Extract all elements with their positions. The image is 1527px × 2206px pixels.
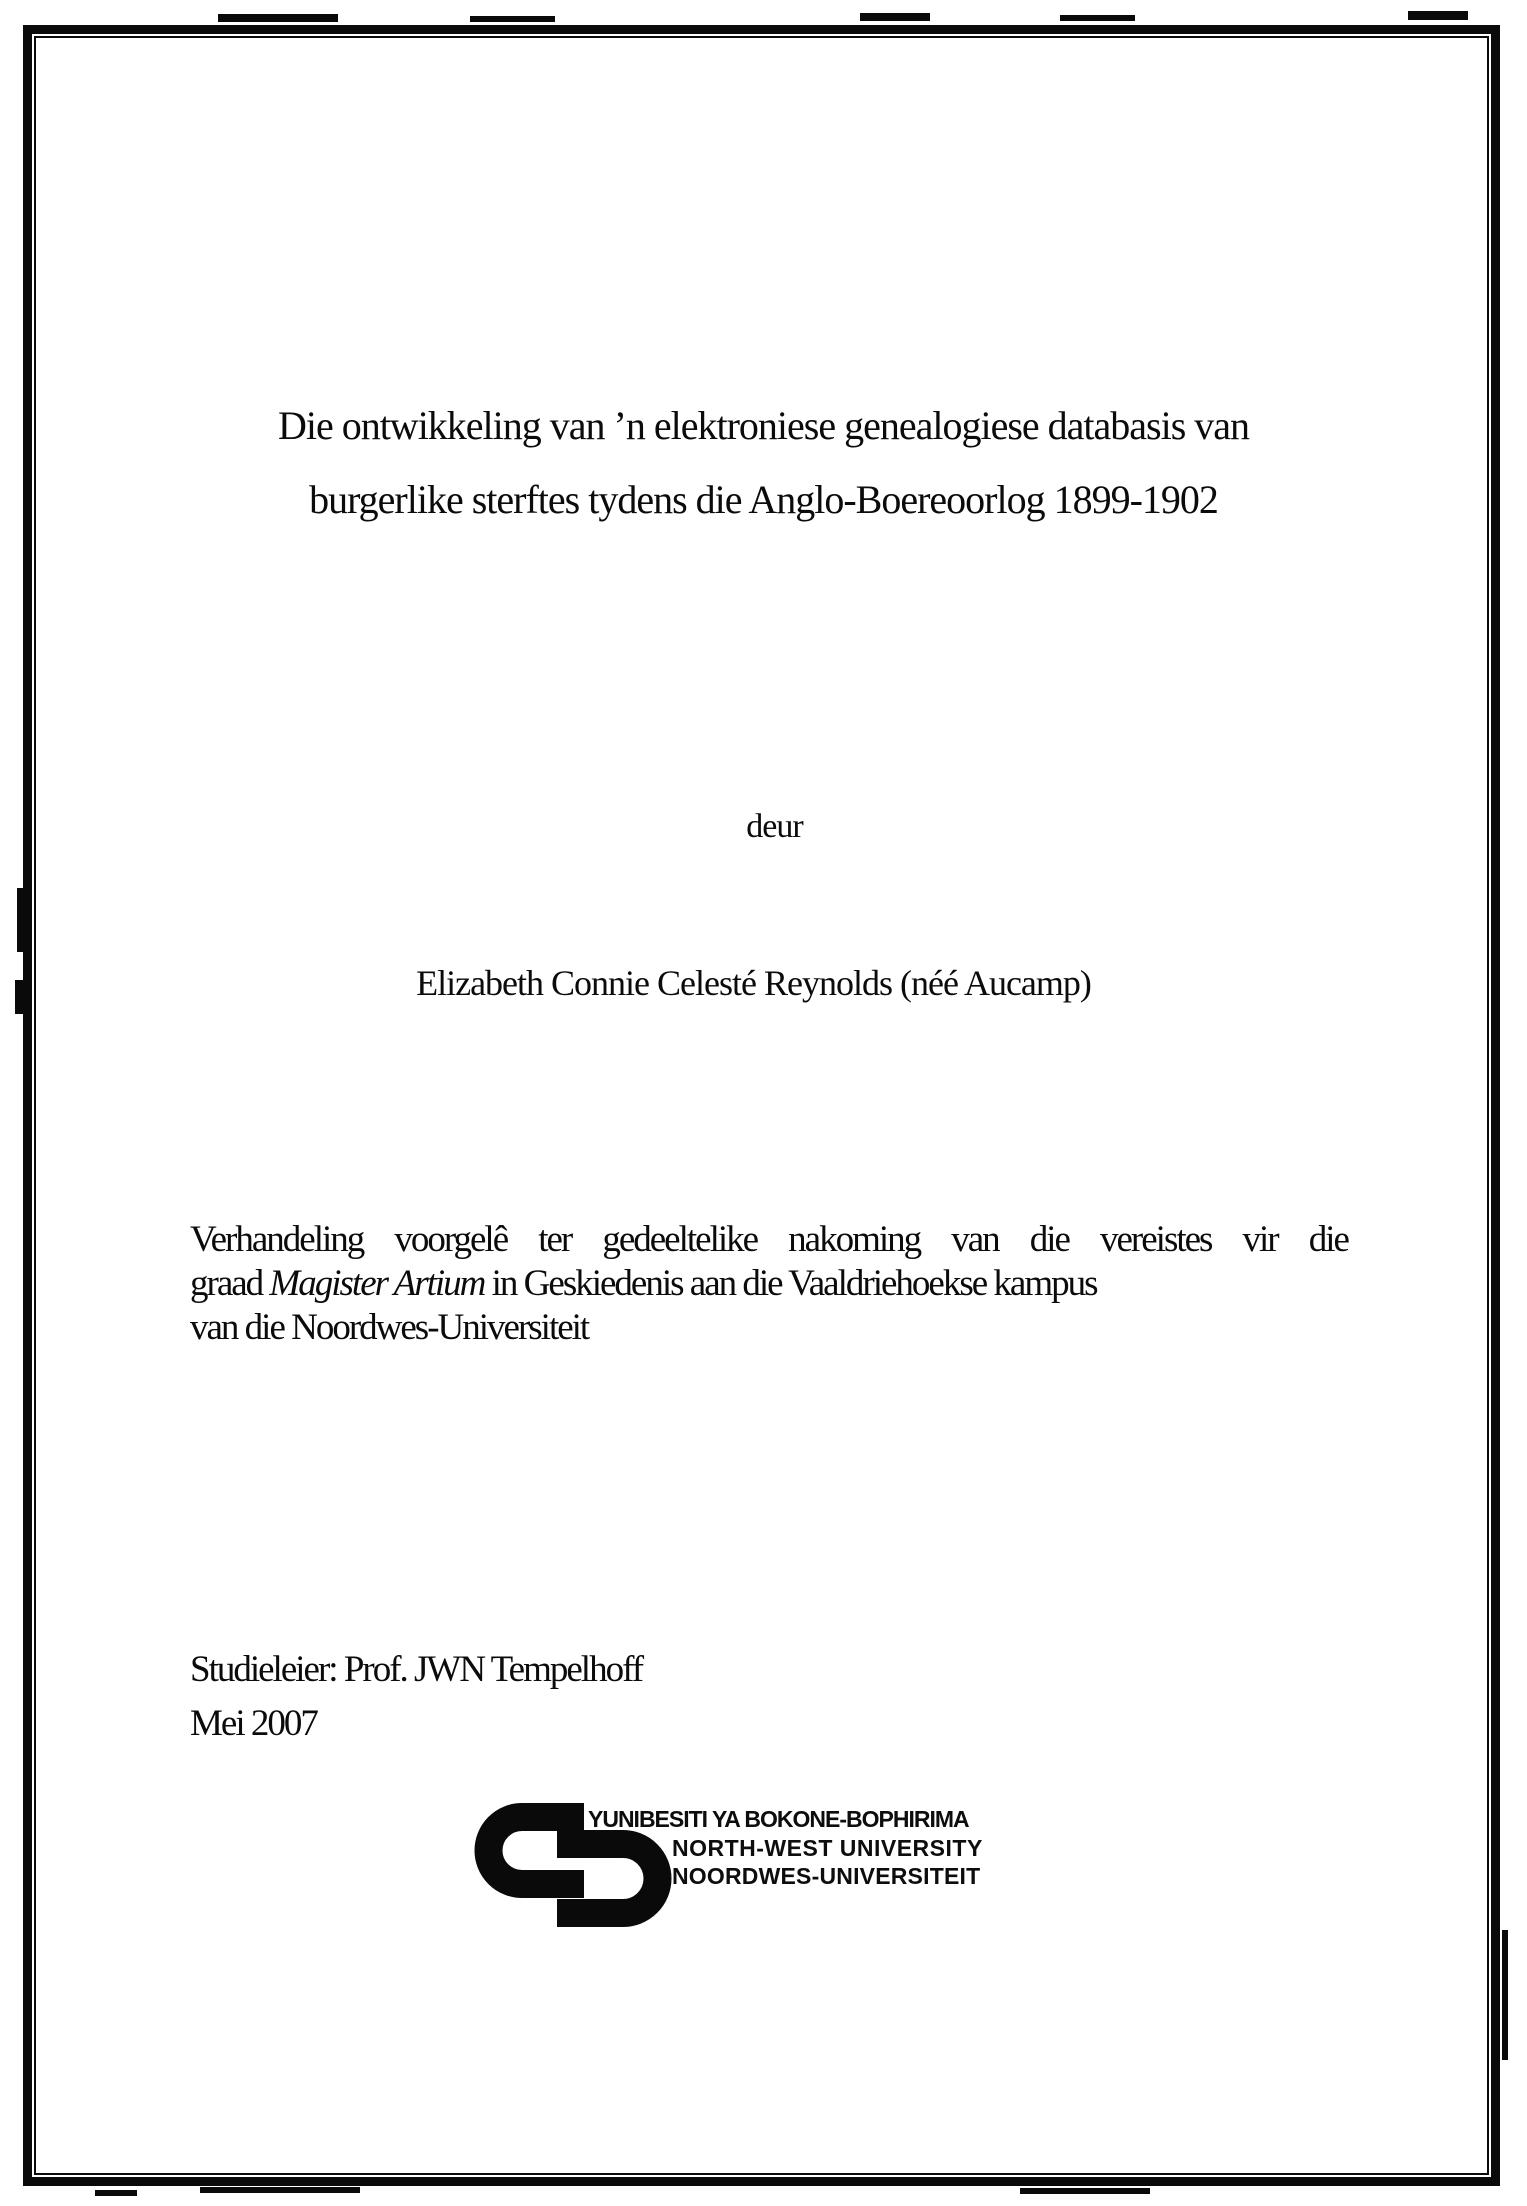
scan-artifact <box>860 13 930 21</box>
scan-artifact <box>1020 2188 1150 2194</box>
scan-artifact <box>218 14 338 22</box>
scan-artifact <box>470 16 555 22</box>
degree-name-italic: Magister Artium <box>269 1263 485 1304</box>
degree-statement-line1: Verhandeling voorgelê ter gedeeltelike nakoming van die vereistes vir die <box>190 1219 1348 1260</box>
degree-statement-line2-suffix: in Geskiedenis aan die Vaaldriehoekse kampus <box>484 1263 1097 1304</box>
logo-text-setswana: YUNIBESITI YA BOKONE-BOPHIRIMA <box>588 1806 969 1832</box>
author-name: Elizabeth Connie Celesté Reynolds (néé Aucamp) <box>416 963 1091 1003</box>
thesis-title-line1: Die ontwikkeling van ’n elektroniese genealogiese databasis van <box>277 403 1250 448</box>
scan-artifact <box>17 888 27 952</box>
logo-text-afrikaans: NOORDWES-UNIVERSITEIT <box>672 1863 981 1889</box>
byline-deur: deur <box>746 808 803 845</box>
scan-artifact <box>15 980 23 1014</box>
degree-statement-line3: van die Noordwes-Universiteit <box>190 1307 589 1348</box>
scan-artifact <box>200 2187 360 2193</box>
supervisor-line: Studieleier: Prof. JWN Tempelhoff <box>190 1649 643 1690</box>
date-line: Mei 2007 <box>190 1703 317 1744</box>
logo-text-english: NORTH-WEST UNIVERSITY <box>672 1835 983 1861</box>
scan-artifact <box>95 2190 137 2196</box>
degree-statement-line2 <box>190 1262 1348 1306</box>
scan-artifact <box>1060 15 1135 21</box>
thesis-title-line2: burgerlike sterftes tydens die Anglo-Boereoorlog 1899-1902 <box>309 477 1218 522</box>
degree-statement <box>190 1218 1348 1350</box>
scan-artifact <box>1408 11 1468 20</box>
scan-artifact <box>1502 1930 1508 2060</box>
degree-statement-line2-prefix: graad <box>190 1263 270 1304</box>
